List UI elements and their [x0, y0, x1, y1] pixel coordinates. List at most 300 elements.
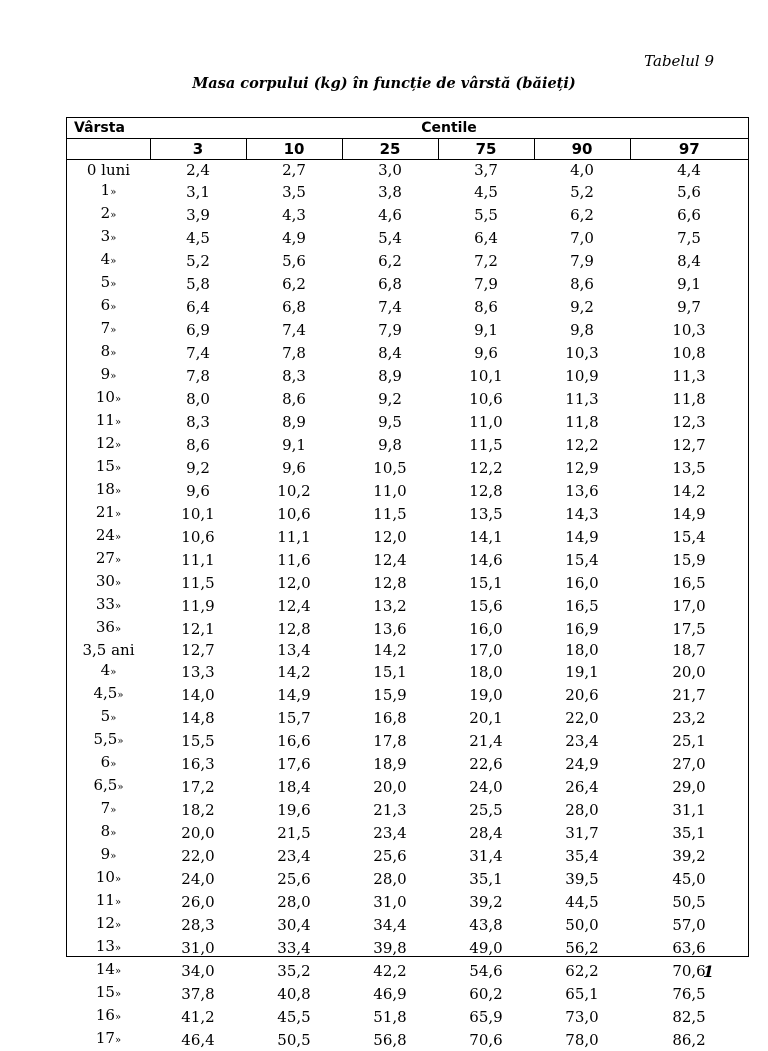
value-cell: 12,2 [438, 456, 534, 479]
table-row [67, 249, 748, 272]
value-cell: 12,0 [246, 571, 342, 594]
value-cell: 16,0 [534, 571, 630, 594]
value-cell: 14,9 [534, 525, 630, 548]
value-cell: 31,0 [150, 936, 246, 959]
age-cell [67, 617, 150, 640]
value-cell: 14,6 [438, 548, 534, 571]
value-cell: 16,9 [534, 617, 630, 640]
value-cell: 8,6 [246, 387, 342, 410]
ditto-mark: » [110, 233, 116, 244]
age-cell [67, 502, 150, 525]
table-row [67, 660, 748, 683]
header-row-main [67, 118, 748, 139]
value-cell: 18,7 [630, 640, 748, 660]
value-cell: 20,6 [534, 683, 630, 706]
value-cell: 11,5 [342, 502, 438, 525]
value-cell: 23,2 [630, 706, 748, 729]
ditto-mark: » [115, 897, 121, 908]
value-cell: 15,4 [534, 548, 630, 571]
age-value: 4,5 [94, 684, 118, 702]
value-cell: 9,6 [150, 479, 246, 502]
ditto-mark: » [115, 966, 121, 977]
ditto-mark: » [115, 943, 121, 954]
value-cell: 10,5 [342, 456, 438, 479]
value-cell: 13,6 [342, 617, 438, 640]
value-cell: 49,0 [438, 936, 534, 959]
value-cell: 20,0 [342, 775, 438, 798]
value-cell: 10,9 [534, 364, 630, 387]
value-cell: 65,9 [438, 1005, 534, 1028]
ditto-mark: » [115, 532, 121, 543]
table-row [67, 890, 748, 913]
value-cell: 19,1 [534, 660, 630, 683]
ditto-mark: » [110, 828, 116, 839]
table-row [67, 180, 748, 203]
age-value: 8 [101, 342, 111, 360]
ditto-mark: » [110, 279, 116, 290]
value-cell: 9,1 [438, 318, 534, 341]
value-cell: 15,1 [342, 660, 438, 683]
value-cell: 57,0 [630, 913, 748, 936]
table-row [67, 775, 748, 798]
age-value: 5,5 [94, 730, 118, 748]
value-cell: 12,1 [150, 617, 246, 640]
centile-header-75: 75 [438, 139, 534, 160]
ditto-mark: » [110, 187, 116, 198]
age-cell [67, 226, 150, 249]
age-cell [67, 798, 150, 821]
age-value: 24 [96, 526, 115, 544]
value-cell: 28,0 [342, 867, 438, 890]
table-row [67, 433, 748, 456]
age-value: 12 [96, 914, 115, 932]
value-cell: 9,5 [342, 410, 438, 433]
age-value: 3,5 ani [82, 641, 134, 659]
ditto-mark: » [115, 624, 121, 635]
value-cell: 12,7 [630, 433, 748, 456]
value-cell: 13,4 [246, 640, 342, 660]
age-value: 11 [96, 891, 115, 909]
value-cell: 11,9 [150, 594, 246, 617]
age-cell [67, 1028, 150, 1051]
value-cell: 42,2 [342, 959, 438, 982]
table-row [67, 844, 748, 867]
value-cell: 6,2 [534, 203, 630, 226]
value-cell: 63,6 [630, 936, 748, 959]
value-cell: 15,5 [150, 729, 246, 752]
table-row [67, 959, 748, 982]
ditto-mark: » [110, 805, 116, 816]
value-cell: 5,6 [246, 249, 342, 272]
value-cell: 62,2 [534, 959, 630, 982]
value-cell: 30,4 [246, 913, 342, 936]
value-cell: 76,5 [630, 982, 748, 1005]
value-cell: 8,6 [438, 295, 534, 318]
value-cell: 25,6 [246, 867, 342, 890]
age-value: 5 [101, 707, 111, 725]
value-cell: 11,5 [438, 433, 534, 456]
table-row [67, 525, 748, 548]
age-cell [67, 775, 150, 798]
value-cell: 8,9 [246, 410, 342, 433]
value-cell: 5,5 [438, 203, 534, 226]
value-cell: 12,8 [438, 479, 534, 502]
blank-header-cell [67, 139, 150, 160]
value-cell: 7,8 [246, 341, 342, 364]
age-value: 14 [96, 960, 115, 978]
table-body [67, 160, 748, 1051]
value-cell: 18,9 [342, 752, 438, 775]
ditto-mark: » [115, 440, 121, 451]
ditto-mark: » [115, 1035, 121, 1046]
ditto-mark: » [110, 348, 116, 359]
value-cell: 34,4 [342, 913, 438, 936]
value-cell: 8,0 [150, 387, 246, 410]
value-cell: 15,9 [630, 548, 748, 571]
age-cell [67, 752, 150, 775]
value-cell: 10,6 [438, 387, 534, 410]
age-value: 21 [96, 503, 115, 521]
centile-group-header: Centile [150, 118, 748, 139]
header-row-centiles [67, 139, 748, 160]
value-cell: 39,5 [534, 867, 630, 890]
value-cell: 17,8 [342, 729, 438, 752]
value-cell: 22,6 [438, 752, 534, 775]
value-cell: 23,4 [246, 844, 342, 867]
value-cell: 25,1 [630, 729, 748, 752]
value-cell: 50,5 [630, 890, 748, 913]
value-cell: 45,0 [630, 867, 748, 890]
value-cell: 13,5 [438, 502, 534, 525]
age-value: 27 [96, 549, 115, 567]
value-cell: 9,1 [246, 433, 342, 456]
ditto-mark: » [115, 555, 121, 566]
value-cell: 17,2 [150, 775, 246, 798]
age-cell [67, 867, 150, 890]
value-cell: 11,8 [630, 387, 748, 410]
value-cell: 3,9 [150, 203, 246, 226]
age-value: 7 [101, 799, 111, 817]
value-cell: 5,4 [342, 226, 438, 249]
ditto-mark: » [115, 601, 121, 612]
value-cell: 20,1 [438, 706, 534, 729]
value-cell: 24,9 [534, 752, 630, 775]
value-cell: 12,4 [246, 594, 342, 617]
age-cell [67, 594, 150, 617]
value-cell: 9,6 [246, 456, 342, 479]
age-cell [67, 295, 150, 318]
value-cell: 26,0 [150, 890, 246, 913]
value-cell: 17,6 [246, 752, 342, 775]
value-cell: 6,6 [630, 203, 748, 226]
age-cell [67, 821, 150, 844]
age-cell [67, 387, 150, 410]
table-row [67, 160, 748, 181]
value-cell: 12,3 [630, 410, 748, 433]
age-cell [67, 1005, 150, 1028]
age-cell [67, 548, 150, 571]
age-cell [67, 890, 150, 913]
ditto-mark: » [115, 417, 121, 428]
age-cell [67, 318, 150, 341]
ditto-mark: » [110, 759, 116, 770]
value-cell: 11,3 [630, 364, 748, 387]
value-cell: 24,0 [438, 775, 534, 798]
value-cell: 39,8 [342, 936, 438, 959]
value-cell: 23,4 [534, 729, 630, 752]
value-cell: 11,0 [438, 410, 534, 433]
value-cell: 16,8 [342, 706, 438, 729]
value-cell: 4,5 [150, 226, 246, 249]
value-cell: 31,0 [342, 890, 438, 913]
age-cell [67, 203, 150, 226]
ditto-mark: » [115, 578, 121, 589]
value-cell: 16,5 [630, 571, 748, 594]
ditto-mark: » [115, 1012, 121, 1023]
value-cell: 44,5 [534, 890, 630, 913]
value-cell: 35,1 [630, 821, 748, 844]
table-row [67, 548, 748, 571]
value-cell: 31,4 [438, 844, 534, 867]
value-cell: 18,2 [150, 798, 246, 821]
value-cell: 12,8 [246, 617, 342, 640]
value-cell: 9,1 [630, 272, 748, 295]
table-row [67, 913, 748, 936]
value-cell: 13,2 [342, 594, 438, 617]
ditto-mark: » [110, 302, 116, 313]
value-cell: 3,8 [342, 180, 438, 203]
value-cell: 12,7 [150, 640, 246, 660]
ditto-mark: » [115, 486, 121, 497]
value-cell: 8,3 [246, 364, 342, 387]
value-cell: 16,0 [438, 617, 534, 640]
value-cell: 23,4 [342, 821, 438, 844]
age-cell [67, 456, 150, 479]
value-cell: 10,1 [438, 364, 534, 387]
value-cell: 5,2 [150, 249, 246, 272]
table-row [67, 729, 748, 752]
ditto-mark: » [110, 256, 116, 267]
value-cell: 78,0 [534, 1028, 630, 1051]
table-row [67, 640, 748, 660]
age-value: 7 [101, 319, 111, 337]
value-cell: 4,3 [246, 203, 342, 226]
value-cell: 27,0 [630, 752, 748, 775]
value-cell: 40,8 [246, 982, 342, 1005]
ditto-mark: » [115, 874, 121, 885]
value-cell: 13,3 [150, 660, 246, 683]
value-cell: 16,3 [150, 752, 246, 775]
age-value: 8 [101, 822, 111, 840]
ditto-mark: » [110, 713, 116, 724]
table-row [67, 341, 748, 364]
weight-table [67, 118, 748, 1051]
table-row [67, 821, 748, 844]
value-cell: 15,1 [438, 571, 534, 594]
value-cell: 7,8 [150, 364, 246, 387]
value-cell: 6,9 [150, 318, 246, 341]
age-value: 33 [96, 595, 115, 613]
value-cell: 9,7 [630, 295, 748, 318]
age-cell [67, 706, 150, 729]
centile-header-90: 90 [534, 139, 630, 160]
age-value: 6,5 [94, 776, 118, 794]
ditto-mark: » [115, 463, 121, 474]
age-value: 18 [96, 480, 115, 498]
age-value: 15 [96, 983, 115, 1001]
value-cell: 19,6 [246, 798, 342, 821]
value-cell: 39,2 [630, 844, 748, 867]
value-cell: 5,6 [630, 180, 748, 203]
ditto-mark: » [110, 667, 116, 678]
value-cell: 43,8 [438, 913, 534, 936]
value-cell: 6,2 [342, 249, 438, 272]
value-cell: 14,3 [534, 502, 630, 525]
age-value: 6 [101, 296, 111, 314]
value-cell: 4,6 [342, 203, 438, 226]
age-value: 0 luni [87, 161, 130, 179]
value-cell: 14,9 [246, 683, 342, 706]
value-cell: 70,6 [630, 959, 748, 982]
age-value: 30 [96, 572, 115, 590]
value-cell: 13,6 [534, 479, 630, 502]
value-cell: 20,0 [630, 660, 748, 683]
value-cell: 25,6 [342, 844, 438, 867]
value-cell: 33,4 [246, 936, 342, 959]
value-cell: 6,4 [150, 295, 246, 318]
ditto-mark: » [110, 325, 116, 336]
value-cell: 7,4 [246, 318, 342, 341]
age-cell [67, 525, 150, 548]
value-cell: 9,2 [342, 387, 438, 410]
table-row [67, 387, 748, 410]
value-cell: 24,0 [150, 867, 246, 890]
value-cell: 17,0 [630, 594, 748, 617]
value-cell: 7,2 [438, 249, 534, 272]
value-cell: 14,2 [342, 640, 438, 660]
value-cell: 7,9 [342, 318, 438, 341]
value-cell: 41,2 [150, 1005, 246, 1028]
value-cell: 12,9 [534, 456, 630, 479]
value-cell: 86,2 [630, 1028, 748, 1051]
value-cell: 6,8 [342, 272, 438, 295]
value-cell: 10,6 [246, 502, 342, 525]
table-row [67, 571, 748, 594]
value-cell: 4,5 [438, 180, 534, 203]
value-cell: 18,0 [438, 660, 534, 683]
value-cell: 8,3 [150, 410, 246, 433]
page-number: 1 [703, 962, 714, 981]
value-cell: 15,9 [342, 683, 438, 706]
value-cell: 9,8 [342, 433, 438, 456]
age-value: 6 [101, 753, 111, 771]
age-cell [67, 272, 150, 295]
value-cell: 8,4 [630, 249, 748, 272]
value-cell: 9,8 [534, 318, 630, 341]
value-cell: 14,2 [246, 660, 342, 683]
age-value: 4 [101, 250, 111, 268]
value-cell: 3,0 [342, 160, 438, 181]
age-value: 1 [101, 181, 111, 199]
table-row [67, 226, 748, 249]
table-row [67, 364, 748, 387]
value-cell: 9,2 [150, 456, 246, 479]
value-cell: 8,9 [342, 364, 438, 387]
age-cell [67, 729, 150, 752]
age-value: 9 [101, 365, 111, 383]
value-cell: 2,7 [246, 160, 342, 181]
centile-header-10: 10 [246, 139, 342, 160]
value-cell: 19,0 [438, 683, 534, 706]
value-cell: 3,5 [246, 180, 342, 203]
page-title: Masa corpului (kg) în funcție de vârstă (băieți) [0, 75, 768, 92]
age-value: 5 [101, 273, 111, 291]
value-cell: 73,0 [534, 1005, 630, 1028]
table-row [67, 479, 748, 502]
ditto-mark: » [115, 989, 121, 1000]
age-column-header: Vârsta [67, 118, 150, 139]
value-cell: 29,0 [630, 775, 748, 798]
value-cell: 11,1 [150, 548, 246, 571]
ditto-mark: » [117, 736, 123, 747]
value-cell: 12,8 [342, 571, 438, 594]
table-row [67, 318, 748, 341]
value-cell: 50,5 [246, 1028, 342, 1051]
age-value: 16 [96, 1006, 115, 1024]
age-value: 2 [101, 204, 111, 222]
table-row [67, 1028, 748, 1051]
value-cell: 28,0 [534, 798, 630, 821]
value-cell: 15,4 [630, 525, 748, 548]
value-cell: 10,6 [150, 525, 246, 548]
table-row [67, 798, 748, 821]
value-cell: 22,0 [534, 706, 630, 729]
ditto-mark: » [110, 210, 116, 221]
age-cell [67, 683, 150, 706]
value-cell: 16,5 [534, 594, 630, 617]
table-row [67, 203, 748, 226]
age-cell [67, 249, 150, 272]
value-cell: 10,3 [630, 318, 748, 341]
table-row [67, 867, 748, 890]
ditto-mark: » [117, 690, 123, 701]
value-cell: 35,1 [438, 867, 534, 890]
value-cell: 18,0 [534, 640, 630, 660]
ditto-mark: » [110, 371, 116, 382]
age-value: 12 [96, 434, 115, 452]
age-cell [67, 640, 150, 660]
ditto-mark: » [110, 851, 116, 862]
value-cell: 56,8 [342, 1028, 438, 1051]
value-cell: 7,9 [438, 272, 534, 295]
age-cell [67, 364, 150, 387]
centile-header-3: 3 [150, 139, 246, 160]
value-cell: 21,7 [630, 683, 748, 706]
value-cell: 39,2 [438, 890, 534, 913]
value-cell: 5,2 [534, 180, 630, 203]
value-cell: 12,2 [534, 433, 630, 456]
value-cell: 14,1 [438, 525, 534, 548]
value-cell: 14,2 [630, 479, 748, 502]
table-row [67, 295, 748, 318]
value-cell: 4,0 [534, 160, 630, 181]
table-row [67, 752, 748, 775]
table-row [67, 1005, 748, 1028]
data-table-frame [66, 117, 749, 957]
value-cell: 34,0 [150, 959, 246, 982]
value-cell: 50,0 [534, 913, 630, 936]
value-cell: 11,0 [342, 479, 438, 502]
